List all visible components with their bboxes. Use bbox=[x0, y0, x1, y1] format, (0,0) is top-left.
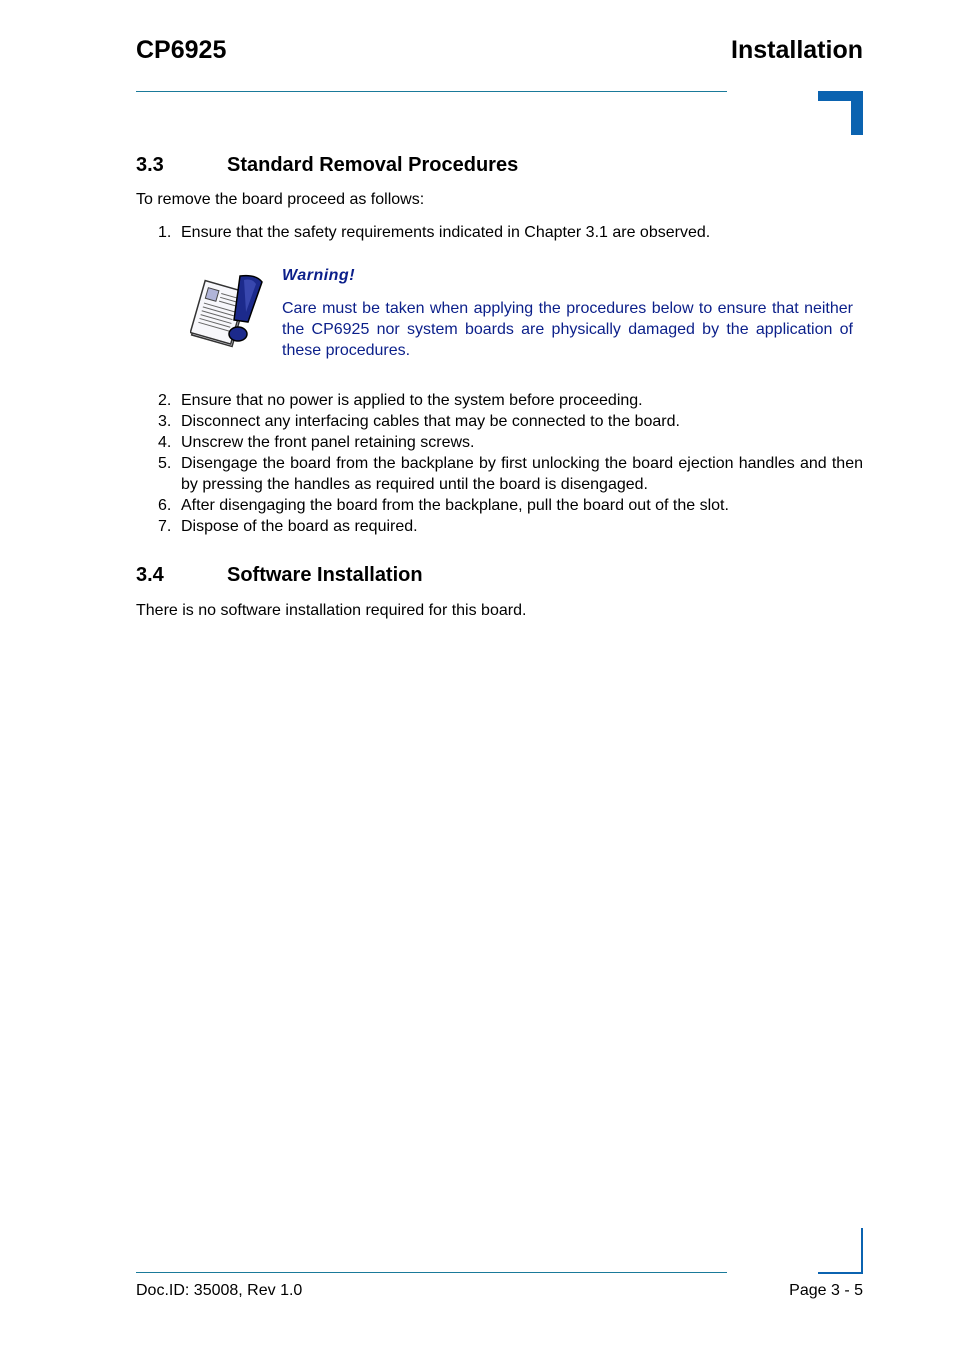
list-item-text: Disengage the board from the backplane by first unlocking the board ejection handles and then by pressing the handles as required until the board is disengaged. bbox=[181, 455, 863, 493]
list-item-number: 2. bbox=[158, 392, 172, 409]
footer-page-number: Page 3 - 5 bbox=[789, 1282, 863, 1299]
section-title: Software Installation bbox=[227, 564, 423, 586]
steps-list-rest bbox=[136, 390, 863, 537]
list-item bbox=[136, 516, 863, 537]
list-item-number: 7. bbox=[158, 518, 172, 535]
section-body: There is no software installation required for this board. bbox=[136, 602, 527, 619]
list-item-text: Ensure that the safety requirements indicated in Chapter 3.1 are observed. bbox=[181, 224, 711, 241]
list-item bbox=[136, 390, 863, 411]
list-item-number: 5. bbox=[158, 455, 172, 472]
section-number: 3.3 bbox=[136, 154, 164, 176]
list-item bbox=[136, 432, 863, 453]
list-item-text: Dispose of the board as required. bbox=[181, 518, 418, 535]
list-item-text: Ensure that no power is applied to the system before proceeding. bbox=[181, 392, 643, 409]
section-heading-3-4 bbox=[136, 564, 423, 587]
section-heading-3-3 bbox=[136, 154, 518, 177]
header-rule bbox=[136, 91, 727, 92]
warning-document-exclamation-icon bbox=[190, 272, 266, 352]
steps-list-first bbox=[136, 222, 863, 243]
header-chapter: Installation bbox=[731, 36, 863, 64]
section-title: Standard Removal Procedures bbox=[227, 154, 519, 176]
footer-doc-id: Doc.ID: 35008, Rev 1.0 bbox=[136, 1282, 303, 1299]
list-item-number: 3. bbox=[158, 413, 172, 430]
corner-mark-top-vertical bbox=[851, 91, 863, 135]
list-item bbox=[136, 453, 863, 495]
list-item bbox=[136, 495, 863, 516]
warning-text: Care must be taken when applying the procedures below to ensure that neither the CP6925 nor system boards are physically damaged by the application of these procedures. bbox=[282, 300, 853, 359]
section-intro: To remove the board proceed as follows: bbox=[136, 191, 425, 208]
section-number: 3.4 bbox=[136, 564, 164, 586]
corner-mark-bottom bbox=[818, 1272, 863, 1274]
list-item bbox=[136, 411, 863, 432]
list-item bbox=[136, 222, 863, 243]
list-item-number: 4. bbox=[158, 434, 172, 451]
list-item-number: 6. bbox=[158, 497, 172, 514]
list-item-number: 1. bbox=[158, 224, 172, 241]
list-item-text: After disengaging the board from the backplane, pull the board out of the slot. bbox=[181, 497, 729, 514]
corner-mark-bottom-vertical bbox=[861, 1228, 863, 1274]
warning-title: Warning! bbox=[282, 267, 356, 284]
footer-rule bbox=[136, 1272, 727, 1273]
header-product: CP6925 bbox=[136, 36, 227, 64]
list-item-text: Unscrew the front panel retaining screws. bbox=[181, 434, 475, 451]
list-item-text: Disconnect any interfacing cables that may be connected to the board. bbox=[181, 413, 680, 430]
